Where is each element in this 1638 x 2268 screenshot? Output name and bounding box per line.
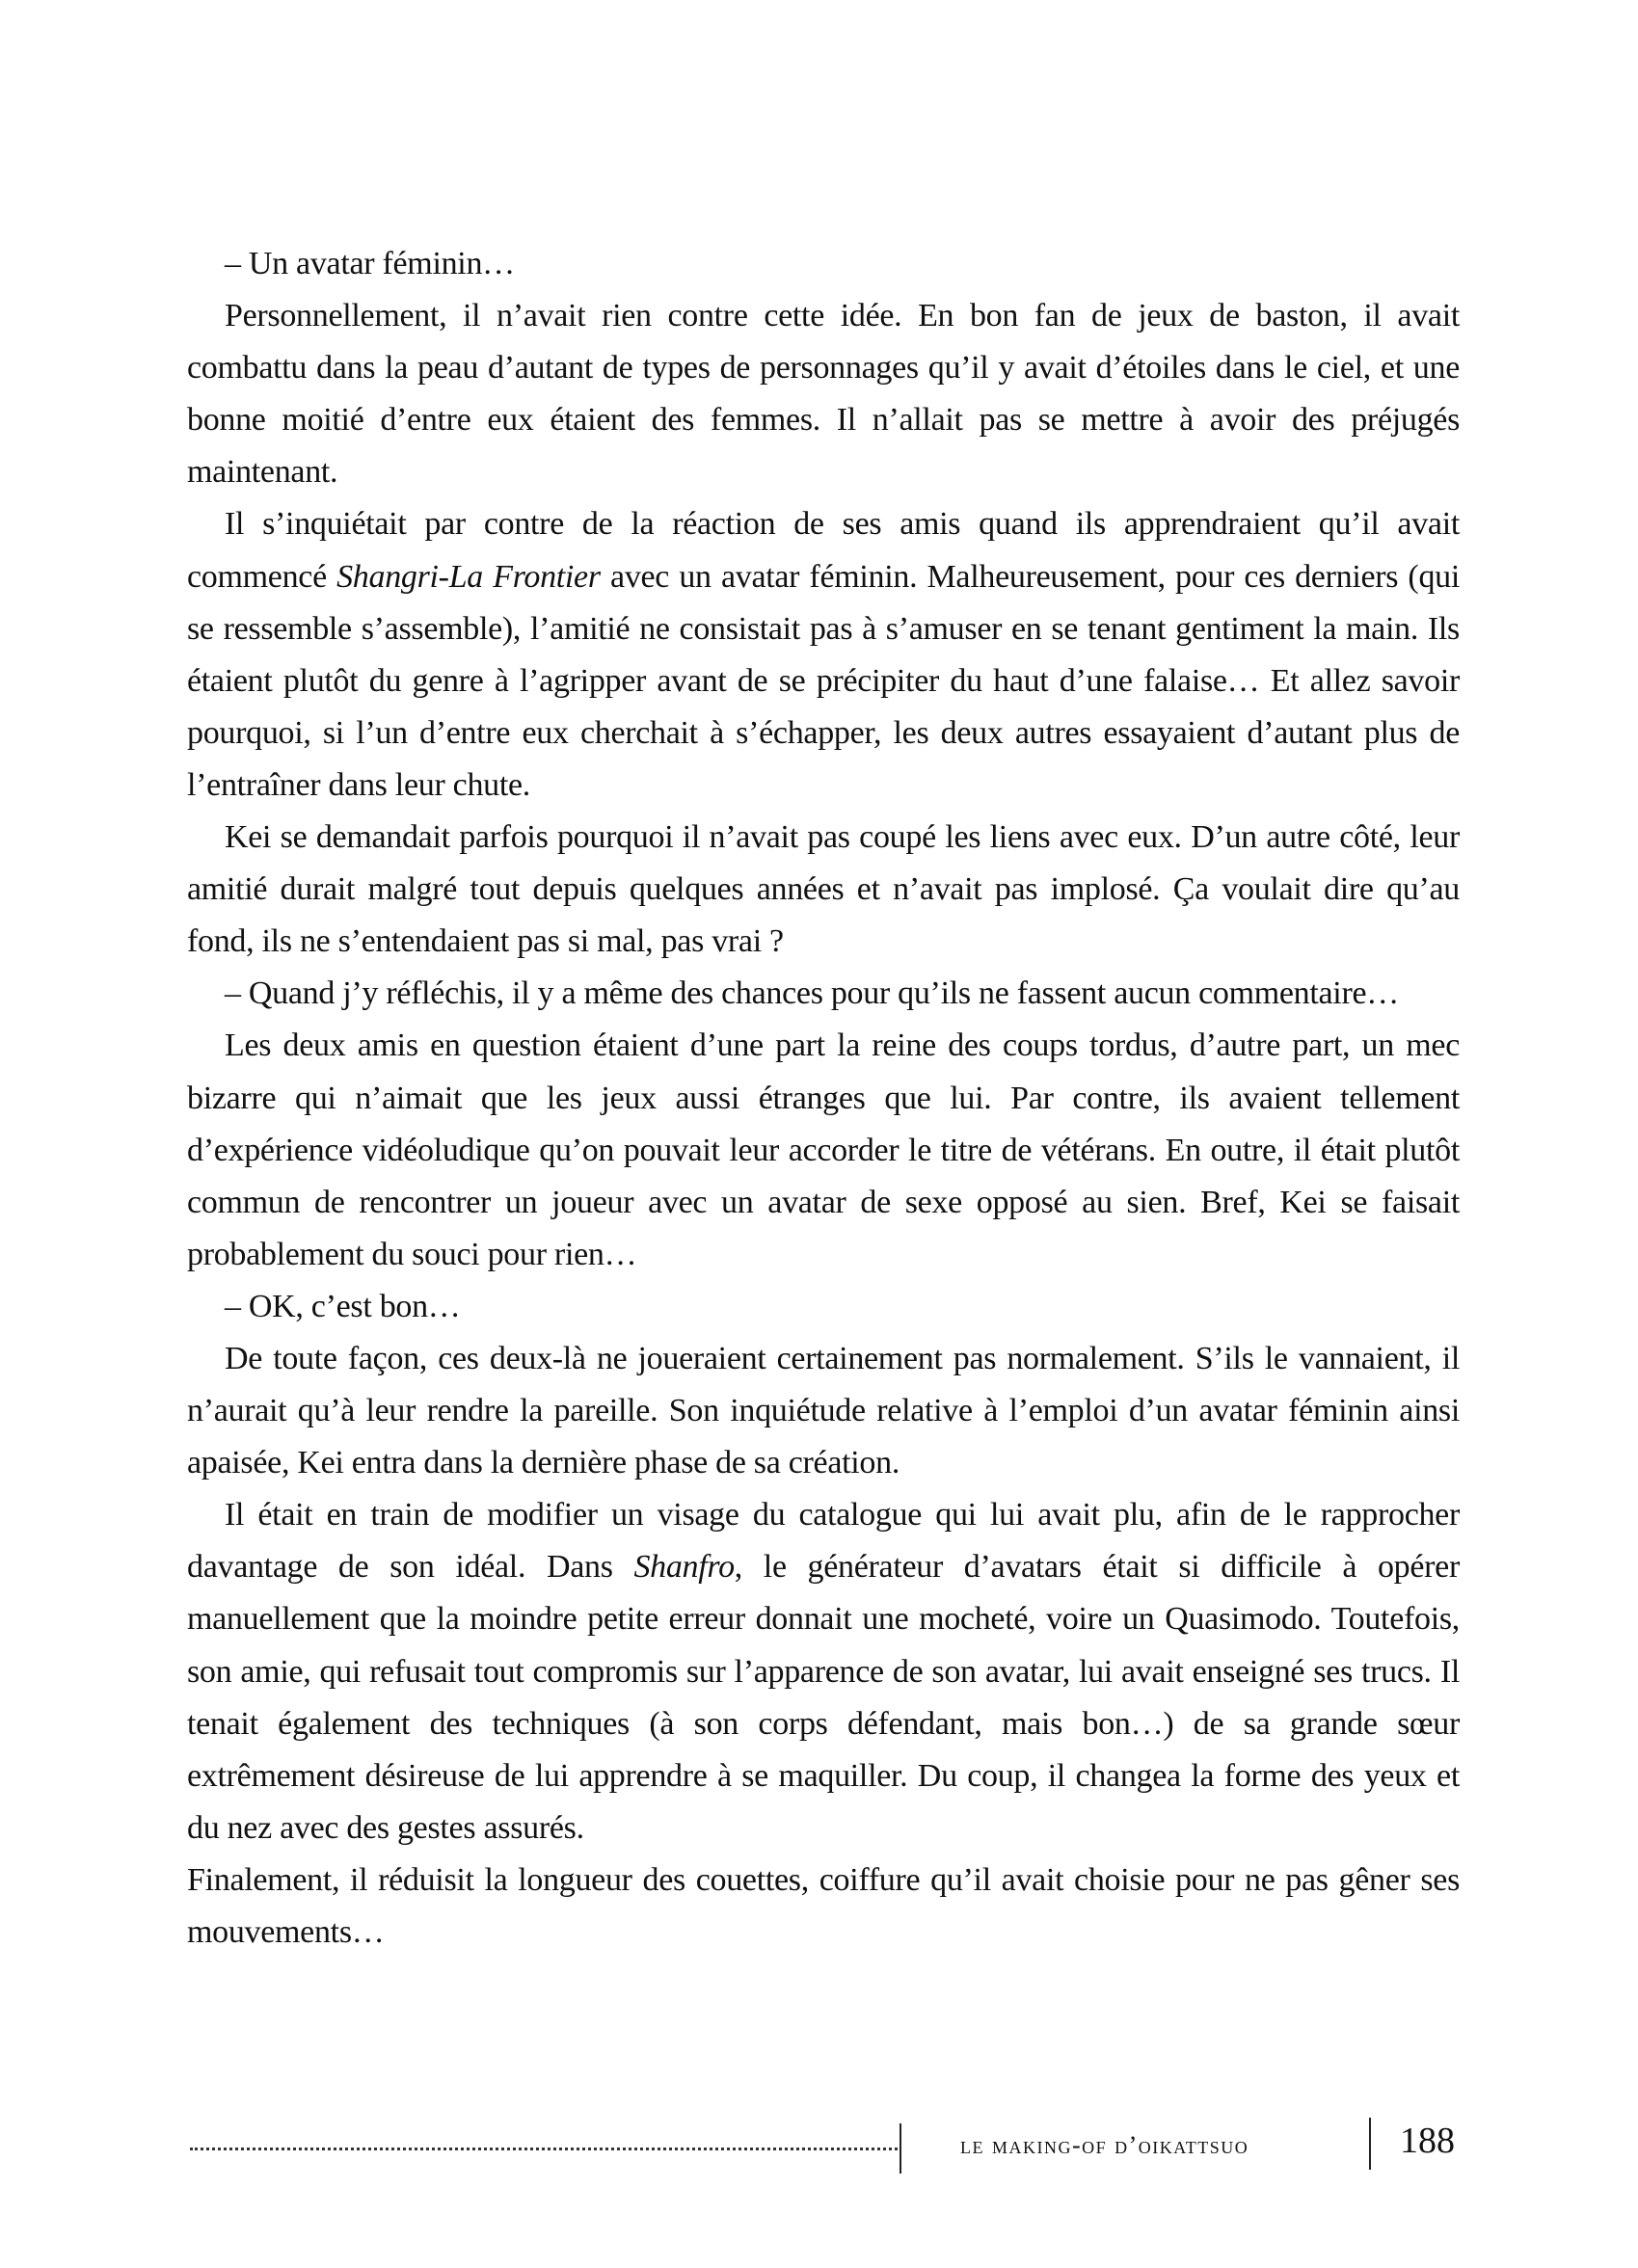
paragraph-9-before: Il était en train de modifier un visage du catalogue qui lui avait plu, afin de le rapprocher davantage de son idéal. Dans [187, 1497, 1460, 1586]
paragraph-2: Personnellement, il n’avait rien contre cette idée. En bon fan de jeux de baston, il avait combattu dans la peau d’autant de types de personnages qu’il y avait d’étoiles dans le ciel, et une bonne moitié d’entre eux étaient des femmes. Il n’allait pas se mettre à avoir des préjugés maintenant. [187, 298, 1460, 491]
paragraph-3-after: avec un avatar féminin. Malheureusement, pour ces derniers (qui se ressemble s’assemble), l’amitié ne consistait pas à s’amuser en se tenant gentiment la main. Ils étaient plutôt du genre à l’agripper avant de se précipiter du haut d’une falaise… Et allez savoir pourquoi, si l’un d’entre eux cherchait à s’échapper, les deux autres essayaient d’autant plus de l’entraîner dans leur chute. [187, 558, 1461, 803]
paragraph-3 [187, 498, 1460, 812]
paragraph-8: De toute façon, ces deux-là ne joueraient certainement pas normalement. S’ils le vannaient, il n’aurait qu’à leur rendre la pareille. Son inquiétude relative à l’emploi d’un avatar féminin ainsi apaisée, Kei entra dans la dernière phase de sa création. [187, 1340, 1460, 1481]
game-title-italic: Shangri-La Frontier [336, 558, 601, 595]
running-title: le making-of d’oikattsuo [960, 2131, 1249, 2159]
paragraph-4: Kei se demandait parfois pourquoi il n’avait pas coupé les liens avec eux. D’un autre côté, leur amitié durait malgré tout depuis quelques années et n’avait pas implosé. Ça voulait dire qu’au fond, ils ne s’entendaient pas si mal, pas vrai ? [187, 819, 1460, 960]
dotted-rule [190, 2148, 898, 2150]
paragraph-10: Finalement, il réduisit la longueur des couettes, coiffure qu’il avait choisie pour ne pas gêner ses mouvements… [187, 1861, 1460, 1950]
game-short-title-italic: Shanfro [633, 1549, 735, 1586]
body-text [187, 238, 1460, 1959]
footer-divider-left [900, 2123, 901, 2174]
paragraph-6: Les deux amis en question étaient d’une part la reine des coups tordus, d’autre part, un mec bizarre qui n’aimait que les jeux aussi étranges que lui. Par contre, ils avaient tellement d’expérience vidéoludique qu’on pouvait leur accorder le titre de vétérans. En outre, il était plutôt commun de rencontrer un joueur avec un avatar de sexe opposé au sien. Bref, Kei se faisait probablement du souci pour rien… [187, 1027, 1460, 1272]
paragraph-dialogue-7: – OK, c’est bon… [225, 1288, 461, 1324]
paragraph-dialogue-5: – Quand j’y réfléchis, il y a même des chances pour qu’ils ne fassent aucun commentaire… [225, 975, 1399, 1012]
paragraph-3-before: Il s’inquiétait par contre de la réaction de ses amis quand ils apprendraient qu’il avait commencé [187, 506, 1460, 595]
footer-divider-right [1369, 2118, 1371, 2170]
page-footer [0, 2116, 1638, 2174]
paragraph-dialogue-1: – Un avatar féminin… [225, 246, 515, 281]
paragraph-9-after: , le générateur d’avatars était si difficile à opérer manuellement que la moindre petite erreur donnait une mocheté, voire un Quasimodo. Toutefois, son amie, qui refusait tout compromis sur l’apparence de son avatar, lui avait enseigné ses trucs. Il tenait également des techniques (à son corps défendant, mais bon…) de sa grande sœur extrêmement désireuse de lui apprendre à se maquiller. Du coup, il changea la forme des yeux et du nez avec des gestes assurés. [187, 1549, 1460, 1846]
page-number: 188 [1400, 2121, 1455, 2161]
paragraph-9 [187, 1489, 1460, 1854]
